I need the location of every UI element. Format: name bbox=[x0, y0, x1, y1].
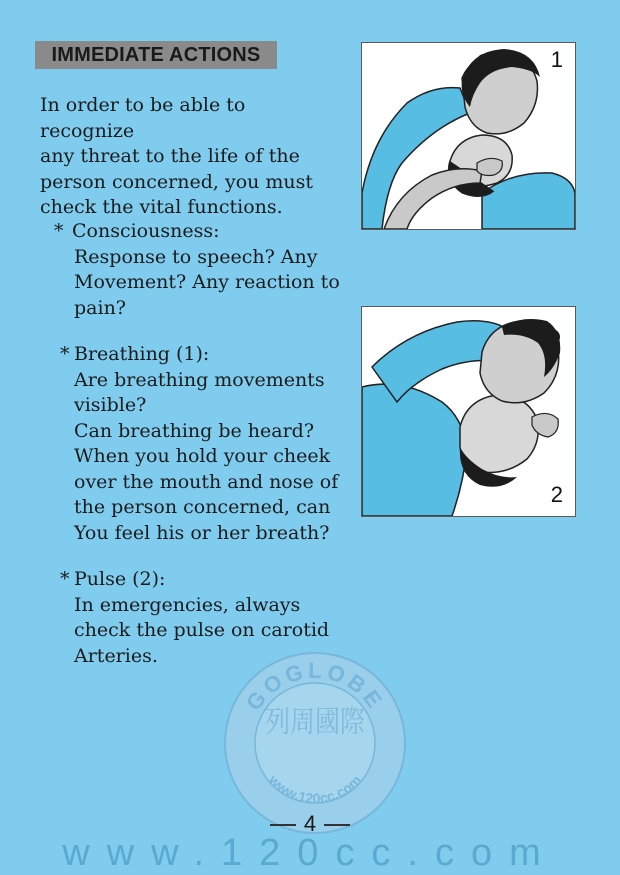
checklist-item-consciousness bbox=[54, 219, 344, 321]
item-line: over the mouth and nose of bbox=[74, 470, 339, 493]
item-line: Response to speech? Any bbox=[74, 245, 318, 268]
item-body bbox=[60, 368, 350, 547]
item-line: pain? bbox=[74, 296, 126, 319]
rescuer-checking-pulse-illustration bbox=[362, 43, 575, 229]
item-line: You feel his or her breath? bbox=[74, 521, 330, 544]
item-body bbox=[54, 245, 344, 322]
bullet-asterisk: * bbox=[60, 343, 70, 365]
item-title-text: Consciousness: bbox=[72, 220, 220, 242]
checklist-item-breathing bbox=[60, 342, 350, 546]
figure-number: 1 bbox=[550, 47, 563, 72]
watermark-arc-text: GOGLOBE bbox=[240, 657, 390, 716]
figure-2 bbox=[361, 306, 576, 517]
intro-paragraph bbox=[40, 93, 340, 221]
footer-url: www.120cc.com bbox=[62, 832, 558, 874]
intro-line: person concerned, you must bbox=[40, 170, 314, 193]
goglobe-watermark-logo bbox=[222, 650, 408, 836]
item-title bbox=[54, 219, 344, 245]
page-number-value: 4 bbox=[303, 811, 317, 836]
bullet-asterisk: * bbox=[54, 220, 64, 242]
intro-line: check the vital functions. bbox=[40, 196, 283, 218]
item-line: Arteries. bbox=[74, 644, 158, 667]
figure-number: 2 bbox=[550, 482, 563, 507]
item-line: visible? bbox=[74, 394, 147, 416]
item-line: Can breathing be heard? bbox=[74, 419, 315, 442]
item-line: Are breathing movements bbox=[74, 368, 325, 391]
item-line: Movement? Any reaction to bbox=[74, 271, 340, 293]
intro-line: any threat to the life of the bbox=[40, 145, 300, 167]
item-line: When you hold your cheek bbox=[74, 445, 331, 467]
intro-line: In order to be able to recognize bbox=[40, 94, 246, 142]
bullet-asterisk: * bbox=[60, 568, 70, 590]
section-heading: IMMEDIATE ACTIONS bbox=[35, 41, 277, 69]
item-line: In emergencies, always bbox=[74, 593, 301, 616]
dash-left bbox=[270, 824, 296, 826]
watermark-url-text: www.120cc.com bbox=[265, 771, 365, 807]
watermark-chinese: 列周國際 bbox=[265, 705, 365, 740]
dash-right bbox=[324, 824, 350, 826]
item-line: check the pulse on carotid bbox=[74, 619, 330, 641]
item-title bbox=[60, 342, 350, 368]
item-title-text: Breathing (1): bbox=[74, 343, 210, 365]
item-line: the person concerned, can bbox=[74, 496, 331, 518]
item-title-text: Pulse (2): bbox=[74, 568, 166, 590]
figure-1 bbox=[361, 42, 576, 230]
rescuer-checking-breath-illustration bbox=[362, 307, 575, 516]
item-title bbox=[60, 567, 350, 593]
